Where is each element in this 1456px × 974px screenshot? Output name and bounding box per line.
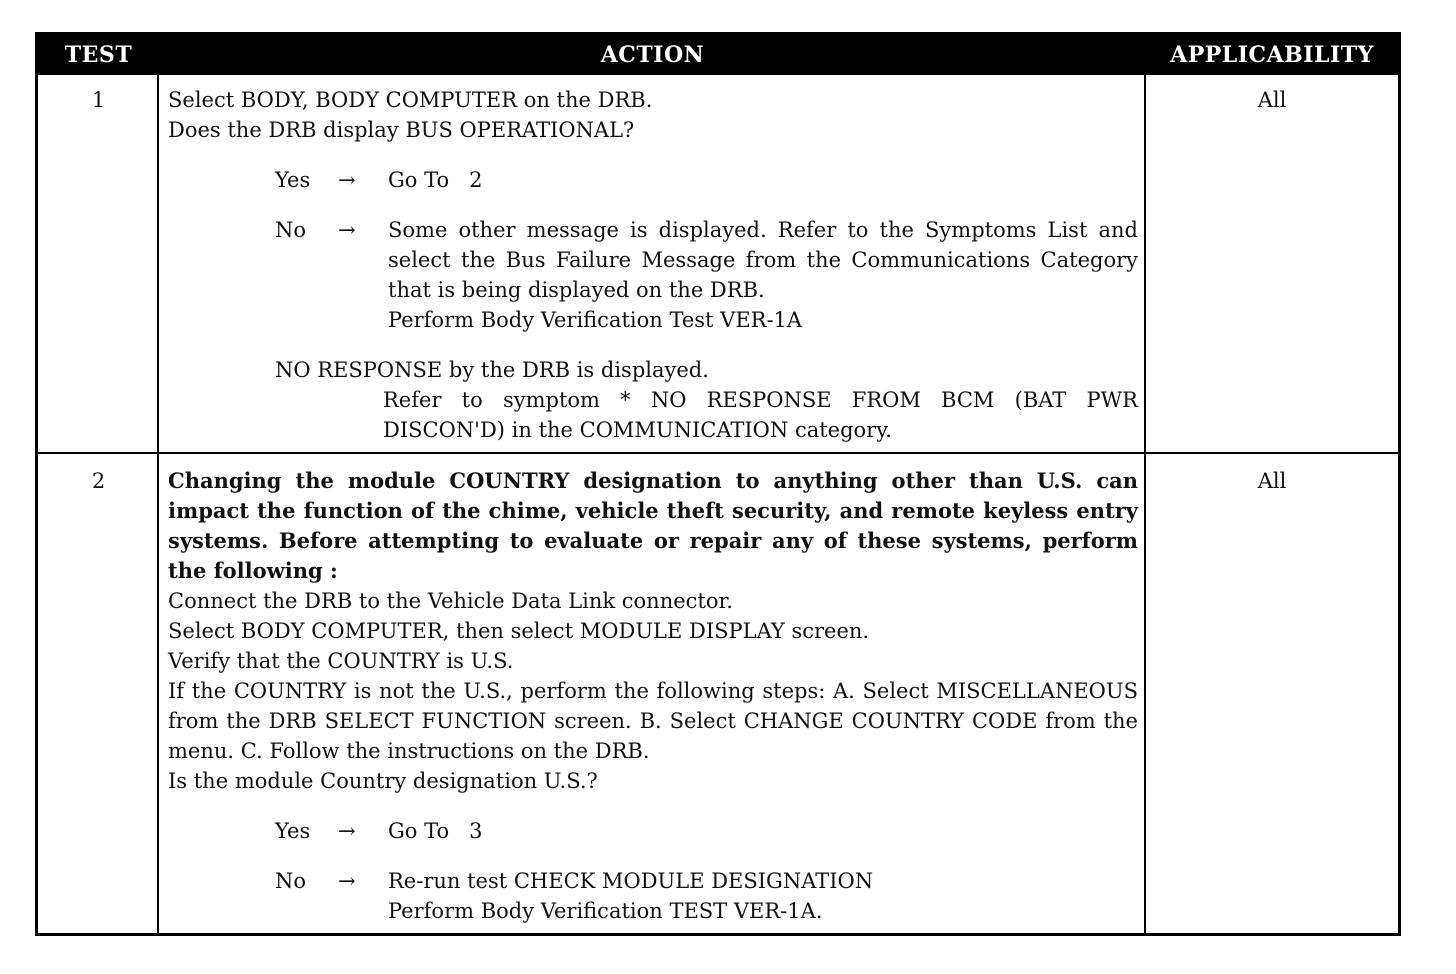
row2-line-2: Select BODY COMPUTER, then select MODULE DISPLAY screen. [168, 619, 870, 643]
row2-action [168, 466, 1138, 926]
table-header [38, 35, 1398, 75]
row1-action [168, 85, 1138, 445]
row1-test-number: 1 [91, 88, 106, 112]
row2-question: Is the module Country designation U.S.? [168, 769, 598, 793]
header-action: ACTION [600, 42, 705, 68]
yes-result: Go To 2 [388, 168, 483, 192]
header-applicability: APPLICABILITY [1170, 42, 1374, 68]
no-result [388, 866, 1138, 926]
no-response-detail: Refer to symptom * NO RESPONSE FROM BCM (BAT PWR DISCON'D) in the COMMUNICATION category. [383, 388, 1138, 442]
arrow-icon: → [338, 869, 356, 893]
no-label: No [275, 218, 307, 242]
yes-result: Go To 3 [388, 819, 483, 843]
row1-line-2: Does the DRB display BUS OPERATIONAL? [168, 118, 635, 142]
yes-label: Yes [275, 168, 311, 192]
row2-line-1: Connect the DRB to the Vehicle Data Link connector. [168, 589, 733, 613]
row1-line-1: Select BODY, BODY COMPUTER on the DRB. [168, 88, 653, 112]
row1-no-choice [275, 215, 1138, 335]
arrow-icon: → [338, 168, 356, 192]
no-result-line-1: Some other message is displayed. Refer to the Symptoms List and select the Bus Failure Message from the Communications Category that is being displayed on the DRB. [388, 218, 1138, 302]
row2-line-3: Verify that the COUNTRY is U.S. [168, 649, 514, 673]
row1-applicability: All [1257, 88, 1287, 112]
arrow-icon: → [338, 218, 356, 242]
row2-yes-choice [275, 816, 1138, 846]
warning-text: Changing the module COUNTRY designation to anything other than U.S. can impact the function of the chime, vehicle theft security, and remote keyless entry systems. Before attempting to evaluate or repair any of these systems, perform the following : [168, 468, 1138, 583]
row2-applicability: All [1257, 469, 1287, 493]
header-test: TEST [64, 42, 133, 68]
row-divider [38, 452, 1398, 454]
no-result-line-2: Perform Body Verification TEST VER-1A. [388, 899, 823, 923]
row2-no-choice [275, 866, 1138, 926]
no-result-line-2: Perform Body Verification Test VER-1A [388, 308, 803, 332]
row2-test-number: 2 [91, 469, 106, 493]
no-response-line: NO RESPONSE by the DRB is displayed. [275, 358, 709, 382]
no-label: No [275, 869, 307, 893]
diagnostic-table [35, 32, 1401, 936]
arrow-icon: → [338, 819, 356, 843]
row1-yes-choice [275, 165, 1138, 195]
no-result [388, 215, 1138, 335]
country-steps: If the COUNTRY is not the U.S., perform the following steps: A. Select MISCELLANEOUS from the DRB SELECT FUNCTION screen. B. Select CHANGE COUNTRY CODE from the menu. C. Follow the instructions on the DRB. [168, 679, 1138, 763]
yes-label: Yes [275, 819, 311, 843]
no-result-line-1: Re-run test CHECK MODULE DESIGNATION [388, 869, 874, 893]
